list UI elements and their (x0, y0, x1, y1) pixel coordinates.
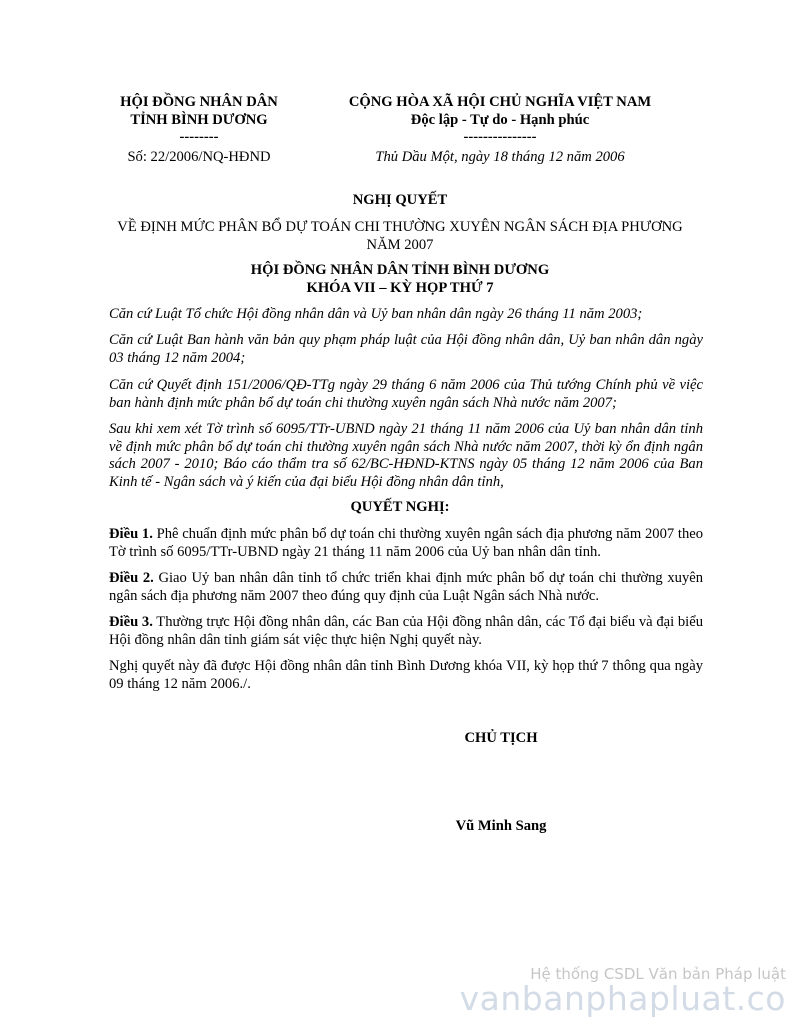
document-type: NGHỊ QUYẾT (352, 192, 448, 208)
issuing-body-line1: HỘI ĐỒNG NHÂN DÂN (120, 94, 278, 110)
header-right-divider: --------------- (463, 129, 537, 145)
closing-statement: Nghị quyết này đã được Hội đồng nhân dân tỉnh Bình Dương khóa VII, kỳ họp thứ 7 thông qua ngày 09 tháng 12 năm 2006./. (109, 658, 703, 692)
issuer-line1: HỘI ĐỒNG NHÂN DÂN TỈNH BÌNH DƯƠNG (250, 262, 550, 278)
country-name: CỘNG HÒA XÃ HỘI CHỦ NGHĨA VIỆT NAM (348, 94, 652, 110)
article-text: Thường trực Hội đồng nhân dân, các Ban của Hội đồng nhân dân, các Tổ đại biểu và đại biểu Hội đồng nhân dân tỉnh giám sát việc thực hiện Nghị quyết này. (109, 614, 703, 648)
article-text: Giao Uỷ ban nhân dân tỉnh tổ chức triển khai định mức phân bổ dự toán chi thường xuyên ngân sách địa phương năm 2007 theo đúng quy định của Luật Ngân sách Nhà nước. (109, 570, 704, 604)
preamble-item: Căn cứ Luật Ban hành văn bản quy phạm pháp luật của Hội đồng nhân dân, Uỷ ban nhân dân ngày 03 tháng 12 năm 2004; (109, 332, 703, 366)
preamble-item: Sau khi xem xét Tờ trình số 6095/TTr-UBND ngày 21 tháng 11 năm 2006 của Uỷ ban nhân dân tỉnh về định mức phân bổ dự toán chi thường xuyên ngân sách Nhà nước năm 2007, thời kỳ ổn định ngân sách 2007 - 2010; Báo cáo thẩm tra số 62/BC-HĐND-KTNS ngày 05 tháng 12 năm 2006 của Ban Kinh tế - Ngân sách và ý kiến của đại biểu Hội đồng nhân dân tỉnh, (109, 421, 703, 490)
issuing-body-line2: TỈNH BÌNH DƯƠNG (130, 111, 268, 128)
article-2 (109, 570, 703, 605)
signatory-name: Vũ Minh Sang (455, 818, 547, 834)
article-3 (109, 614, 703, 649)
preamble-item: Căn cứ Quyết định 151/2006/QĐ-TTg ngày 29 tháng 6 năm 2006 của Thủ tướng Chính phủ về việc ban hành định mức phân bổ dự toán chi thường xuyên ngân sách Nhà nước năm 2007; (109, 377, 703, 411)
article-text: Phê chuẩn định mức phân bổ dự toán chi thường xuyên ngân sách địa phương năm 2007 theo Tờ trình số 6095/TTr-UBND ngày 21 tháng 11 năm 2006 của Uỷ ban nhân dân tỉnh. (109, 526, 704, 560)
watermark-caption: Hệ thống CSDL Văn bản Pháp luật (530, 965, 786, 983)
national-title (302, 94, 698, 147)
subject-line2: NĂM 2007 (366, 236, 434, 253)
issuing-body (96, 94, 302, 147)
article-label: Điều 2. (109, 570, 154, 586)
preamble-item: Căn cứ Luật Tổ chức Hội đồng nhân dân và Uỷ ban nhân dân ngày 26 tháng 11 năm 2003; (109, 306, 643, 322)
article-1 (109, 526, 703, 561)
article-label: Điều 1. (109, 526, 153, 542)
header-left-divider: -------- (179, 129, 219, 145)
subject-line1: VỀ ĐỊNH MỨC PHÂN BỔ DỰ TOÁN CHI THƯỜNG XUYÊN NGÂN SÁCH ĐỊA PHƯƠNG (117, 219, 683, 235)
signatory-title: CHỦ TỊCH (464, 730, 538, 746)
issuer-block (96, 262, 704, 297)
national-motto: Độc lập - Tự do - Hạnh phúc (410, 111, 590, 128)
article-label: Điều 3. (109, 614, 153, 630)
place-and-date: Thủ Dầu Một, ngày 18 tháng 12 năm 2006 (375, 149, 625, 165)
document-subject (96, 219, 704, 254)
watermark-site: vanbanphapluat.co (459, 979, 786, 1018)
document-number: Số: 22/2006/NQ-HĐND (127, 149, 271, 165)
decision-heading: QUYẾT NGHỊ: (350, 499, 450, 515)
issuer-line2: KHÓA VII – KỲ HỌP THỨ 7 (306, 279, 494, 296)
